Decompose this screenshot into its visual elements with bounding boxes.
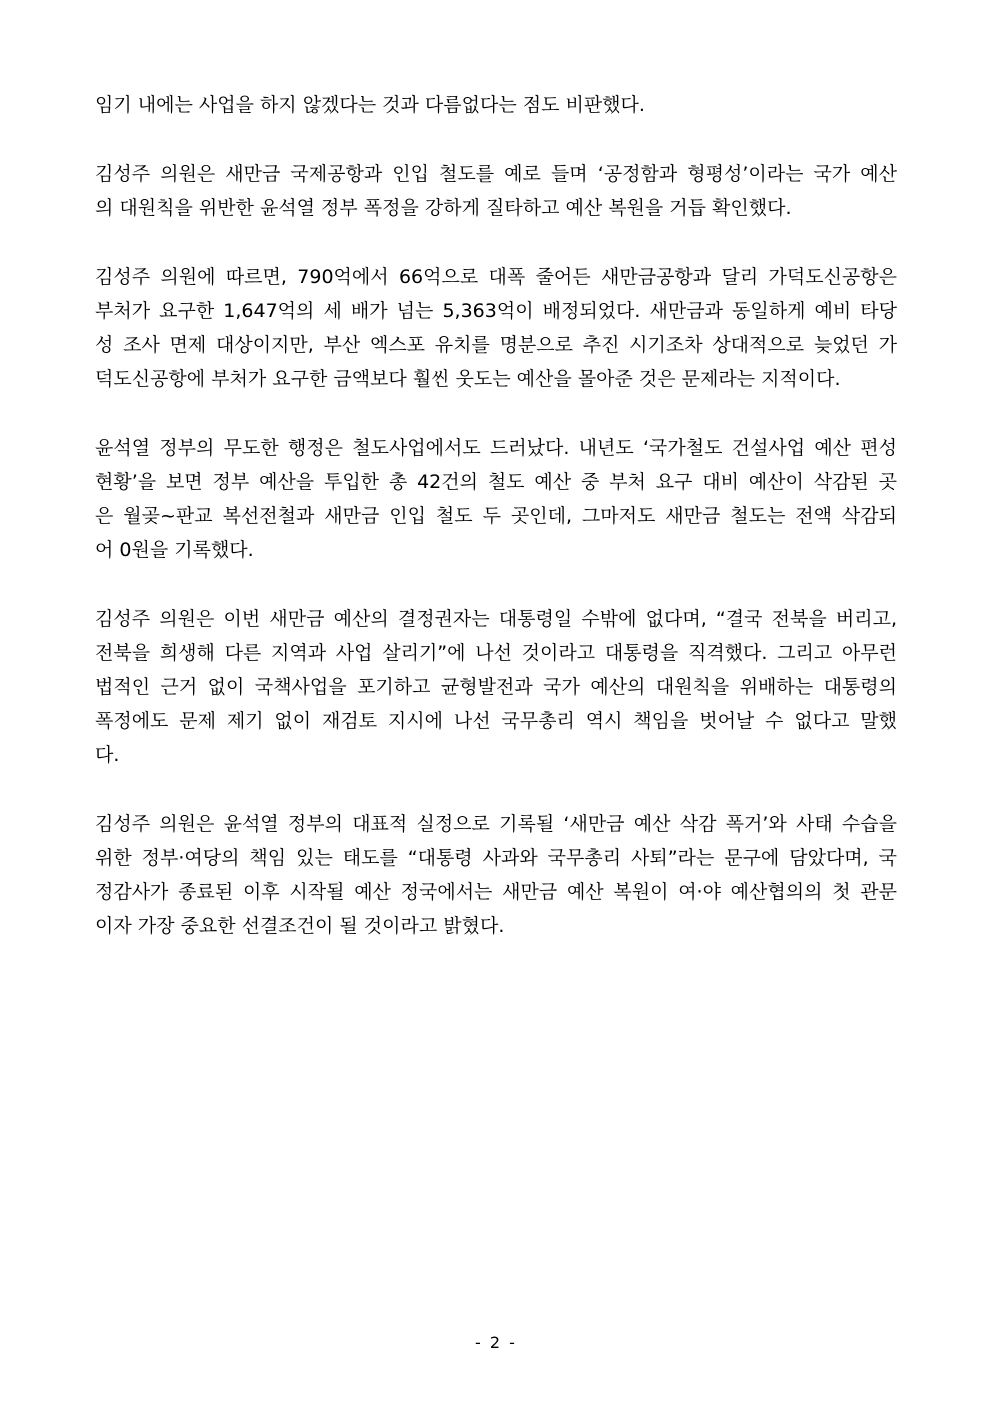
- text-line: 윤석열 정부의 무도한 행정은 철도사업에서도 드러났다. 내년도 ‘국가철도 건설사업 예산 편성: [95, 437, 897, 459]
- text-line: 어 0원을 기록했다.: [95, 539, 254, 561]
- text-line: 덕도신공항에 부처가 요구한 금액보다 훨씬 웃도는 예산을 몰아준 것은 문제라는 지적이다.: [95, 368, 841, 390]
- text-line: 부처가 요구한 1,647억의 세 배가 넘는 5,363억이 배정되었다. 새만금과 동일하게 예비 타당: [95, 300, 897, 322]
- page-number: - 2 -: [475, 1333, 517, 1352]
- text-line: 김성주 의원은 윤석열 정부의 대표적 실정으로 기록될 ‘새만금 예산 삭감 폭거’와 사태 수습을: [95, 813, 897, 835]
- text-line: 은 월곶~판교 복선전철과 새만금 인입 철도 두 곳인데, 그마저도 새만금 철도는 전액 삭감되: [95, 505, 897, 527]
- text-line: 김성주 의원은 새만금 국제공항과 인입 철도를 예로 들며 ‘공정함과 형평성’이라는 국가 예산: [95, 163, 897, 185]
- text-line: 폭정에도 문제 제기 없이 재검토 지시에 나선 국무총리 역시 책임을 벗어날 수 없다고 말했: [95, 710, 897, 732]
- text-line: 현황’을 보면 정부 예산을 투입한 총 42건의 철도 예산 중 부처 요구 대비 예산이 삭감된 곳: [95, 471, 897, 493]
- text-line: 이자 가장 중요한 선결조건이 될 것이라고 밝혔다.: [95, 915, 505, 937]
- text-line: 성 조사 면제 대상이지만, 부산 엑스포 유치를 명분으로 추진 시기조차 상대적으로 늦었던 가: [95, 334, 897, 356]
- text-line: 정감사가 종료된 이후 시작될 예산 정국에서는 새만금 예산 복원이 여·야 예산협의의 첫 관문: [95, 881, 897, 903]
- paragraph-4: [95, 431, 897, 567]
- document-body: [95, 88, 897, 978]
- text-line: 다.: [95, 744, 120, 766]
- paragraph-3: [95, 260, 897, 396]
- paragraph-6: [95, 807, 897, 943]
- text-line: 위한 정부·여당의 책임 있는 태도를 “대통령 사과와 국무총리 사퇴”라는 문구에 담았다며, 국: [95, 847, 897, 869]
- text-line: 김성주 의원에 따르면, 790억에서 66억으로 대폭 줄어든 새만금공항과 달리 가덕도신공항은: [95, 266, 897, 288]
- text-line: 김성주 의원은 이번 새만금 예산의 결정권자는 대통령일 수밖에 없다며, “결국 전북을 버리고,: [95, 608, 897, 630]
- text-line: 전북을 희생해 다른 지역과 사업 살리기”에 나선 것이라고 대통령을 직격했다. 그리고 아무런: [95, 642, 897, 664]
- text-line: 법적인 근거 없이 국책사업을 포기하고 균형발전과 국가 예산의 대원칙을 위배하는 대통령의: [95, 676, 897, 698]
- text-line: 임기 내에는 사업을 하지 않겠다는 것과 다름없다는 점도 비판했다.: [95, 94, 645, 116]
- paragraph-5: [95, 602, 897, 772]
- paragraph-1: [95, 88, 897, 122]
- text-line: 의 대원칙을 위반한 윤석열 정부 폭정을 강하게 질타하고 예산 복원을 거듭 확인했다.: [95, 197, 792, 219]
- paragraph-2: [95, 157, 897, 225]
